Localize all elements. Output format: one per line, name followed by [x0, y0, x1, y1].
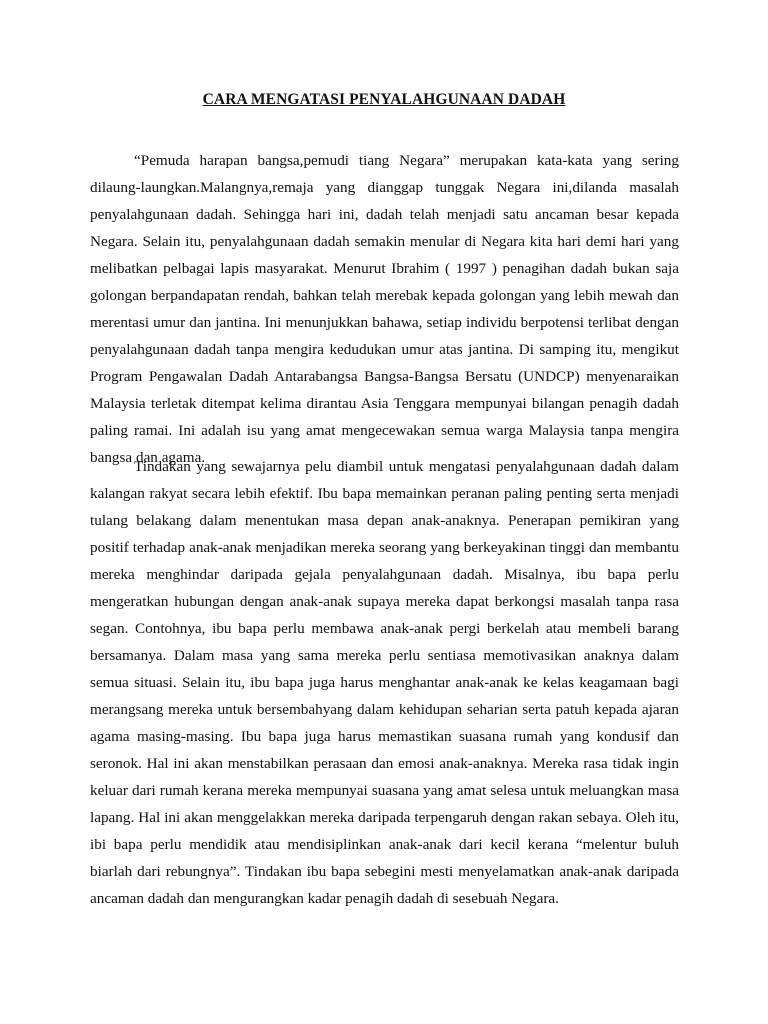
paragraph-1: “Pemuda harapan bangsa,pemudi tiang Negara” merupakan kata-kata yang sering dilaung-laungkan.Malangnya,remaja yang dianggap tunggak Negara ini,dilanda masalah penyalahgunaan dadah. Sehingga hari ini, dadah telah menjadi satu ancaman besar kepada Negara. Selain itu, penyalahgunaan dadah semakin menular di Negara kita hari demi hari yang melibatkan pelbagai lapis masyarakat. Menurut Ibrahim ( 1997 ) penagihan dadah bukan saja golongan berpandapatan rendah, bahkan telah merebak kepada golongan yang lebih mewah dan merentasi umur dan jantina. Ini menunjukkan bahawa, setiap individu berpotensi terlibat dengan penyalahgunaan dadah tanpa mengira kedudukan umur atas jantina. Di samping itu, mengikut Program Pengawalan Dadah Antarabangsa Bangsa-Bangsa Bersatu (UNDCP) menyenaraikan Malaysia terletak ditempat kelima dirantau Asia Tenggara mempunyai bilangan penagih dadah paling ramai. Ini adalah isu yang amat mengecewakan semua warga Malaysia tanpa mengira bangsa dan agama. [90, 152, 679, 466]
page-title: CARA MENGATASI PENYALAHGUNAAN DADAH [202, 91, 566, 108]
paragraph-2: Tindakan yang sewajarnya pelu diambil untuk mengatasi penyalahgunaan dadah dalam kalangan rakyat secara lebih efektif. Ibu bapa memainkan peranan paling penting serta menjadi tulang belakang dalam menentukan masa depan anak-anaknya. Penerapan pemikiran yang positif terhadap anak-anak menjadikan mereka seorang yang berkeyakinan tinggi dan membantu mereka menghindar daripada gejala penyalahgunaan dadah. Misalnya, ibu bapa perlu mengeratkan hubungan dengan anak-anak supaya mereka dapat berkongsi masalah tanpa rasa segan. Contohnya, ibu bapa perlu membawa anak-anak pergi berkelah atau membeli barang bersamanya. Dalam masa yang sama mereka perlu sentiasa memotivasikan anaknya dalam semua situasi. Selain itu, ibu bapa juga harus menghantar anak-anak ke kelas keagamaan bagi merangsang mereka untuk bersembahyang dalam kehidupan seharian serta patuh kepada ajaran agama masing-masing. Ibu bapa juga harus memastikan suasana rumah yang kondusif dan seronok. Hal ini akan menstabilkan perasaan dan emosi anak-anaknya. Mereka rasa tidak ingin keluar dari rumah kerana mereka mempunyai suasana yang amat selesa untuk meluangkan masa lapang. Hal ini akan menggelakkan mereka daripada terpengaruh dengan rakan sebaya. Oleh itu, ibi bapa perlu mendidik atau mendisiplinkan anak-anak dari kecil kerana “melentur buluh biarlah dari rebungnya”. Tindakan ibu bapa sebegini mesti menyelamatkan anak-anak daripada ancaman dadah dan mengurangkan kadar penagih dadah di sesebuah Negara. [90, 458, 679, 907]
